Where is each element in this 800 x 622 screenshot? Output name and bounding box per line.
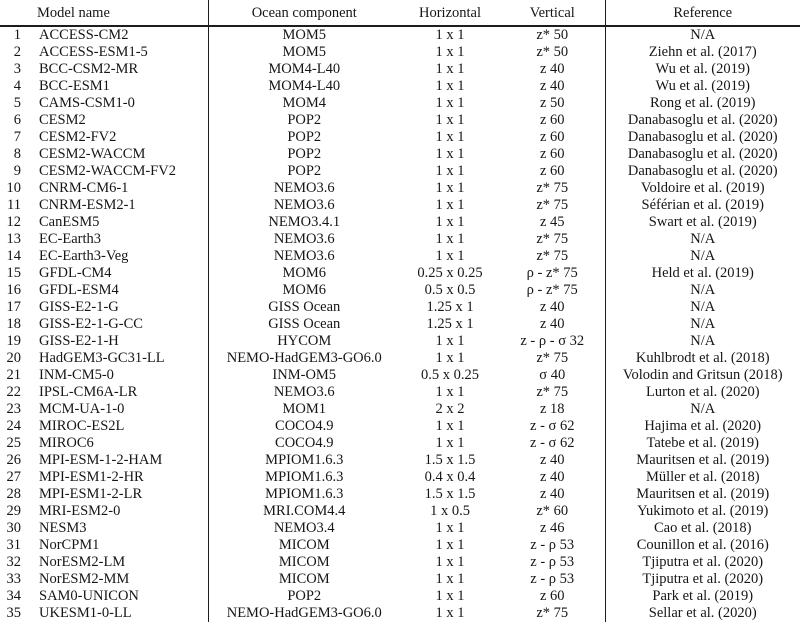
table-row xyxy=(0,129,800,146)
cell-vertical-resolution: z* 75 xyxy=(536,231,569,247)
table-body xyxy=(0,26,800,622)
cell-ocean-component: POP2 xyxy=(208,112,400,129)
cell-row-number: 7 xyxy=(13,129,21,145)
cell-reference: Cao et al. (2018) xyxy=(605,520,800,537)
table-row xyxy=(0,537,800,554)
cell-horizontal-resolution: 1 x 1 xyxy=(435,163,465,179)
cell-horizontal-resolution: 1 x 1 xyxy=(435,61,465,77)
cell-ocean-component: HYCOM xyxy=(208,333,400,350)
cell-ocean-component: GISS Ocean xyxy=(208,316,400,333)
header-row xyxy=(0,0,800,26)
cell-vertical-resolution: z 60 xyxy=(539,588,565,604)
cell-row-number: 13 xyxy=(6,231,21,247)
table-row xyxy=(0,367,800,384)
cell-model-name: CAMS-CSM1-0 xyxy=(39,95,135,111)
cell-vertical-resolution: z - σ 62 xyxy=(530,435,575,451)
cell-row-number: 2 xyxy=(13,44,21,60)
cell-horizontal-resolution: 1 x 1 xyxy=(435,605,465,621)
cell-horizontal-resolution: 0.4 x 0.4 xyxy=(424,469,476,485)
cell-model-name: BCC-CSM2-MR xyxy=(39,61,139,77)
cell-ocean-component: POP2 xyxy=(208,588,400,605)
cell-ocean-component: NEMO-HadGEM3-GO6.0 xyxy=(208,605,400,622)
cell-model-name: MPI-ESM1-2-HR xyxy=(39,469,144,485)
cell-ocean-component: NEMO3.6 xyxy=(208,231,400,248)
cell-reference: N/A xyxy=(605,26,800,44)
table-row xyxy=(0,78,800,95)
cell-vertical-resolution: z 60 xyxy=(539,112,565,128)
cell-reference: Danabasoglu et al. (2020) xyxy=(605,146,800,163)
cell-reference: Hajima et al. (2020) xyxy=(605,418,800,435)
cell-vertical-resolution: z 40 xyxy=(539,486,565,502)
cell-ocean-component: NEMO3.6 xyxy=(208,248,400,265)
header-model-name: Model name xyxy=(24,0,208,26)
cell-model-name: NESM3 xyxy=(39,520,87,536)
cell-vertical-resolution: z 60 xyxy=(539,129,565,145)
cell-model-name: NorCPM1 xyxy=(39,537,100,553)
table-row xyxy=(0,146,800,163)
cell-ocean-component: MOM1 xyxy=(208,401,400,418)
cell-row-number: 19 xyxy=(6,333,21,349)
cell-vertical-resolution: z* 50 xyxy=(536,44,569,60)
cell-row-number: 17 xyxy=(6,299,21,315)
cell-ocean-component: POP2 xyxy=(208,146,400,163)
cell-vertical-resolution: z - σ 62 xyxy=(530,418,575,434)
cell-row-number: 33 xyxy=(6,571,21,587)
cell-ocean-component: NEMO3.4 xyxy=(208,520,400,537)
header-row-number xyxy=(0,0,24,26)
table-row xyxy=(0,180,800,197)
table-row xyxy=(0,588,800,605)
cell-reference: N/A xyxy=(605,248,800,265)
cell-ocean-component: MOM5 xyxy=(208,26,400,44)
cell-row-number: 12 xyxy=(6,214,21,230)
table-row xyxy=(0,435,800,452)
cell-ocean-component: MOM6 xyxy=(208,282,400,299)
cell-vertical-resolution: z* 75 xyxy=(536,384,569,400)
cell-horizontal-resolution: 0.5 x 0.5 xyxy=(424,282,476,298)
cell-reference: N/A xyxy=(605,333,800,350)
cell-row-number: 9 xyxy=(13,163,21,179)
cell-row-number: 21 xyxy=(6,367,21,383)
cell-row-number: 10 xyxy=(6,180,21,196)
cell-reference: Yukimoto et al. (2019) xyxy=(605,503,800,520)
table-row xyxy=(0,316,800,333)
cell-horizontal-resolution: 1 x 1 xyxy=(435,588,465,604)
table-row xyxy=(0,384,800,401)
cell-row-number: 28 xyxy=(6,486,21,502)
cell-model-name: MRI-ESM2-0 xyxy=(39,503,121,519)
cell-horizontal-resolution: 2 x 2 xyxy=(435,401,465,417)
header-vertical-resolution: Vertical xyxy=(500,0,605,26)
cell-horizontal-resolution: 1 x 1 xyxy=(435,44,465,60)
cell-reference: Counillon et al. (2016) xyxy=(605,537,800,554)
cell-model-name: GFDL-CM4 xyxy=(39,265,112,281)
table-row xyxy=(0,282,800,299)
cell-row-number: 27 xyxy=(6,469,21,485)
cell-row-number: 23 xyxy=(6,401,21,417)
cell-reference: N/A xyxy=(605,401,800,418)
cell-horizontal-resolution: 0.5 x 0.25 xyxy=(421,367,479,383)
cell-reference: Swart et al. (2019) xyxy=(605,214,800,231)
cell-ocean-component: COCO4.9 xyxy=(208,418,400,435)
cell-vertical-resolution: z 40 xyxy=(539,299,565,315)
cell-ocean-component: MRI.COM4.4 xyxy=(208,503,400,520)
cell-model-name: GISS-E2-1-G xyxy=(39,299,119,315)
table-row xyxy=(0,44,800,61)
cell-reference: Danabasoglu et al. (2020) xyxy=(605,112,800,129)
cell-model-name: BCC-ESM1 xyxy=(39,78,110,94)
cell-model-name: MCM-UA-1-0 xyxy=(39,401,125,417)
cell-reference: Ziehn et al. (2017) xyxy=(605,44,800,61)
cell-reference: N/A xyxy=(605,231,800,248)
cell-vertical-resolution: ρ - z* 75 xyxy=(526,265,578,281)
cell-reference: Lurton et al. (2020) xyxy=(605,384,800,401)
cell-ocean-component: GISS Ocean xyxy=(208,299,400,316)
cell-ocean-component: NEMO3.6 xyxy=(208,384,400,401)
cell-horizontal-resolution: 1 x 1 xyxy=(435,231,465,247)
cell-vertical-resolution: z - ρ 53 xyxy=(530,571,575,587)
cell-vertical-resolution: z* 75 xyxy=(536,248,569,264)
cell-reference: Voldoire et al. (2019) xyxy=(605,180,800,197)
cell-vertical-resolution: z 46 xyxy=(539,520,565,536)
cell-reference: Kuhlbrodt et al. (2018) xyxy=(605,350,800,367)
cell-vertical-resolution: σ 40 xyxy=(539,367,566,383)
cell-reference: Tatebe et al. (2019) xyxy=(605,435,800,452)
cell-row-number: 3 xyxy=(13,61,21,77)
cell-vertical-resolution: z 40 xyxy=(539,469,565,485)
cell-horizontal-resolution: 1 x 1 xyxy=(435,248,465,264)
cell-reference: N/A xyxy=(605,282,800,299)
cell-model-name: CanESM5 xyxy=(39,214,100,230)
cell-horizontal-resolution: 1 x 1 xyxy=(435,333,465,349)
cell-model-name: MPI-ESM-1-2-HAM xyxy=(39,452,163,468)
cell-ocean-component: MOM4-L40 xyxy=(208,61,400,78)
cell-ocean-component: COCO4.9 xyxy=(208,435,400,452)
cell-model-name: CESM2-FV2 xyxy=(39,129,117,145)
cell-vertical-resolution: z 40 xyxy=(539,61,565,77)
table-row xyxy=(0,503,800,520)
cell-model-name: GISS-E2-1-G-CC xyxy=(39,316,143,332)
table-row xyxy=(0,333,800,350)
cell-horizontal-resolution: 1.5 x 1.5 xyxy=(424,452,476,468)
cell-model-name: UKESM1-0-LL xyxy=(39,605,132,621)
header-ocean-component: Ocean component xyxy=(208,0,400,26)
cell-model-name: EC-Earth3-Veg xyxy=(39,248,129,264)
cell-row-number: 5 xyxy=(13,95,21,111)
cell-horizontal-resolution: 1 x 1 xyxy=(435,418,465,434)
cell-model-name: ACCESS-ESM1-5 xyxy=(39,44,148,60)
cell-vertical-resolution: z 40 xyxy=(539,78,565,94)
cell-horizontal-resolution: 1 x 1 xyxy=(435,435,465,451)
table-row xyxy=(0,571,800,588)
cell-ocean-component: POP2 xyxy=(208,163,400,180)
table-row xyxy=(0,605,800,622)
cell-row-number: 34 xyxy=(6,588,21,604)
cell-ocean-component: POP2 xyxy=(208,129,400,146)
cell-vertical-resolution: z* 75 xyxy=(536,350,569,366)
table-row xyxy=(0,95,800,112)
cell-horizontal-resolution: 1 x 1 xyxy=(435,520,465,536)
cell-horizontal-resolution: 1 x 1 xyxy=(435,112,465,128)
table-row xyxy=(0,554,800,571)
cell-horizontal-resolution: 1 x 1 xyxy=(435,146,465,162)
table-row xyxy=(0,401,800,418)
cell-ocean-component: MICOM xyxy=(208,571,400,588)
cell-reference: Rong et al. (2019) xyxy=(605,95,800,112)
cell-row-number: 20 xyxy=(6,350,21,366)
header-horizontal-resolution: Horizontal xyxy=(400,0,500,26)
table-row xyxy=(0,299,800,316)
cell-reference: Volodin and Gritsun (2018) xyxy=(605,367,800,384)
cell-model-name: CESM2-WACCM xyxy=(39,146,146,162)
cell-row-number: 29 xyxy=(6,503,21,519)
table-row xyxy=(0,469,800,486)
cell-row-number: 26 xyxy=(6,452,21,468)
cell-reference: Sellar et al. (2020) xyxy=(605,605,800,622)
cell-vertical-resolution: z - ρ 53 xyxy=(530,537,575,553)
cell-row-number: 22 xyxy=(6,384,21,400)
cell-vertical-resolution: ρ - z* 75 xyxy=(526,282,578,298)
cell-reference: Wu et al. (2019) xyxy=(605,78,800,95)
cell-row-number: 24 xyxy=(6,418,21,434)
cell-row-number: 1 xyxy=(13,27,21,43)
cell-row-number: 18 xyxy=(6,316,21,332)
cell-reference: Tjiputra et al. (2020) xyxy=(605,571,800,588)
cell-horizontal-resolution: 0.25 x 0.25 xyxy=(417,265,483,281)
cell-reference: Held et al. (2019) xyxy=(605,265,800,282)
cell-model-name: CESM2 xyxy=(39,112,86,128)
cell-model-name: GISS-E2-1-H xyxy=(39,333,119,349)
table-row xyxy=(0,231,800,248)
cell-horizontal-resolution: 1.25 x 1 xyxy=(426,299,474,315)
cell-horizontal-resolution: 1 x 1 xyxy=(435,78,465,94)
cell-horizontal-resolution: 1 x 0.5 xyxy=(430,503,470,519)
cell-model-name: ACCESS-CM2 xyxy=(39,27,129,43)
cell-horizontal-resolution: 1 x 1 xyxy=(435,180,465,196)
cell-horizontal-resolution: 1 x 1 xyxy=(435,537,465,553)
cell-ocean-component: INM-OM5 xyxy=(208,367,400,384)
cell-model-name: IPSL-CM6A-LR xyxy=(39,384,138,400)
cell-vertical-resolution: z 18 xyxy=(539,401,565,417)
cell-ocean-component: NEMO3.4.1 xyxy=(208,214,400,231)
cell-ocean-component: MICOM xyxy=(208,554,400,571)
table-row xyxy=(0,452,800,469)
cell-row-number: 31 xyxy=(6,537,21,553)
table-row xyxy=(0,61,800,78)
cell-model-name: MIROC-ES2L xyxy=(39,418,125,434)
cell-horizontal-resolution: 1.5 x 1.5 xyxy=(424,486,476,502)
cell-vertical-resolution: z* 60 xyxy=(536,503,569,519)
cell-model-name: CNRM-CM6-1 xyxy=(39,180,129,196)
cell-row-number: 32 xyxy=(6,554,21,570)
cell-row-number: 8 xyxy=(13,146,21,162)
cell-vertical-resolution: z* 75 xyxy=(536,605,569,621)
cell-vertical-resolution: z* 75 xyxy=(536,180,569,196)
cell-vertical-resolution: z* 75 xyxy=(536,197,569,213)
table-row xyxy=(0,520,800,537)
cell-model-name: GFDL-ESM4 xyxy=(39,282,119,298)
cell-horizontal-resolution: 1 x 1 xyxy=(435,95,465,111)
cell-reference: Tjiputra et al. (2020) xyxy=(605,554,800,571)
cell-model-name: EC-Earth3 xyxy=(39,231,102,247)
table-row xyxy=(0,163,800,180)
table-row xyxy=(0,112,800,129)
cell-horizontal-resolution: 1 x 1 xyxy=(435,197,465,213)
cell-ocean-component: MOM5 xyxy=(208,44,400,61)
cell-reference: Mauritsen et al. (2019) xyxy=(605,452,800,469)
cell-horizontal-resolution: 1 x 1 xyxy=(435,214,465,230)
cell-horizontal-resolution: 1 x 1 xyxy=(435,384,465,400)
cell-horizontal-resolution: 1 x 1 xyxy=(435,350,465,366)
cell-reference: Wu et al. (2019) xyxy=(605,61,800,78)
cell-vertical-resolution: z - ρ 53 xyxy=(530,554,575,570)
cell-model-name: CNRM-ESM2-1 xyxy=(39,197,136,213)
table-row xyxy=(0,248,800,265)
cell-vertical-resolution: z* 50 xyxy=(536,27,569,43)
cell-vertical-resolution: z 40 xyxy=(539,452,565,468)
cell-model-name: MIROC6 xyxy=(39,435,94,451)
cell-model-name: NorESM2-MM xyxy=(39,571,130,587)
cell-model-name: MPI-ESM1-2-LR xyxy=(39,486,143,502)
cell-row-number: 4 xyxy=(13,78,21,94)
cell-reference: Danabasoglu et al. (2020) xyxy=(605,163,800,180)
cell-model-name: INM-CM5-0 xyxy=(39,367,114,383)
cell-row-number: 30 xyxy=(6,520,21,536)
cell-ocean-component: NEMO-HadGEM3-GO6.0 xyxy=(208,350,400,367)
header-reference: Reference xyxy=(605,0,800,26)
cell-reference: N/A xyxy=(605,316,800,333)
cell-ocean-component: MICOM xyxy=(208,537,400,554)
cell-row-number: 14 xyxy=(6,248,21,264)
table-row xyxy=(0,26,800,44)
table-row xyxy=(0,486,800,503)
table-row xyxy=(0,214,800,231)
cell-horizontal-resolution: 1.25 x 1 xyxy=(426,316,474,332)
cell-reference: Müller et al. (2018) xyxy=(605,469,800,486)
cell-row-number: 15 xyxy=(6,265,21,281)
cell-horizontal-resolution: 1 x 1 xyxy=(435,129,465,145)
cell-row-number: 6 xyxy=(13,112,21,128)
cell-ocean-component: NEMO3.6 xyxy=(208,197,400,214)
cell-ocean-component: MPIOM1.6.3 xyxy=(208,452,400,469)
cell-ocean-component: MOM6 xyxy=(208,265,400,282)
cell-ocean-component: MOM4-L40 xyxy=(208,78,400,95)
cell-horizontal-resolution: 1 x 1 xyxy=(435,27,465,43)
cell-vertical-resolution: z 60 xyxy=(539,163,565,179)
cell-vertical-resolution: z - ρ - σ 32 xyxy=(520,333,585,349)
cell-row-number: 35 xyxy=(6,605,21,621)
cell-vertical-resolution: z 45 xyxy=(539,214,565,230)
cell-ocean-component: MPIOM1.6.3 xyxy=(208,469,400,486)
cell-reference: N/A xyxy=(605,299,800,316)
cell-ocean-component: MOM4 xyxy=(208,95,400,112)
cell-horizontal-resolution: 1 x 1 xyxy=(435,571,465,587)
cell-horizontal-resolution: 1 x 1 xyxy=(435,554,465,570)
cell-reference: Danabasoglu et al. (2020) xyxy=(605,129,800,146)
cell-reference: Mauritsen et al. (2019) xyxy=(605,486,800,503)
cell-model-name: NorESM2-LM xyxy=(39,554,126,570)
cell-reference: Park et al. (2019) xyxy=(605,588,800,605)
cell-row-number: 11 xyxy=(7,197,21,213)
cell-model-name: HadGEM3-GC31-LL xyxy=(39,350,165,366)
table-row xyxy=(0,265,800,282)
cell-vertical-resolution: z 60 xyxy=(539,146,565,162)
cell-row-number: 16 xyxy=(6,282,21,298)
cell-ocean-component: MPIOM1.6.3 xyxy=(208,486,400,503)
table-row xyxy=(0,197,800,214)
cell-model-name: CESM2-WACCM-FV2 xyxy=(39,163,176,179)
table-row xyxy=(0,418,800,435)
cell-model-name: SAM0-UNICON xyxy=(39,588,139,604)
cell-ocean-component: NEMO3.6 xyxy=(208,180,400,197)
cell-vertical-resolution: z 50 xyxy=(539,95,565,111)
cell-reference: Séférian et al. (2019) xyxy=(605,197,800,214)
cell-vertical-resolution: z 40 xyxy=(539,316,565,332)
table-header xyxy=(0,0,800,26)
table-row xyxy=(0,350,800,367)
cell-row-number: 25 xyxy=(6,435,21,451)
